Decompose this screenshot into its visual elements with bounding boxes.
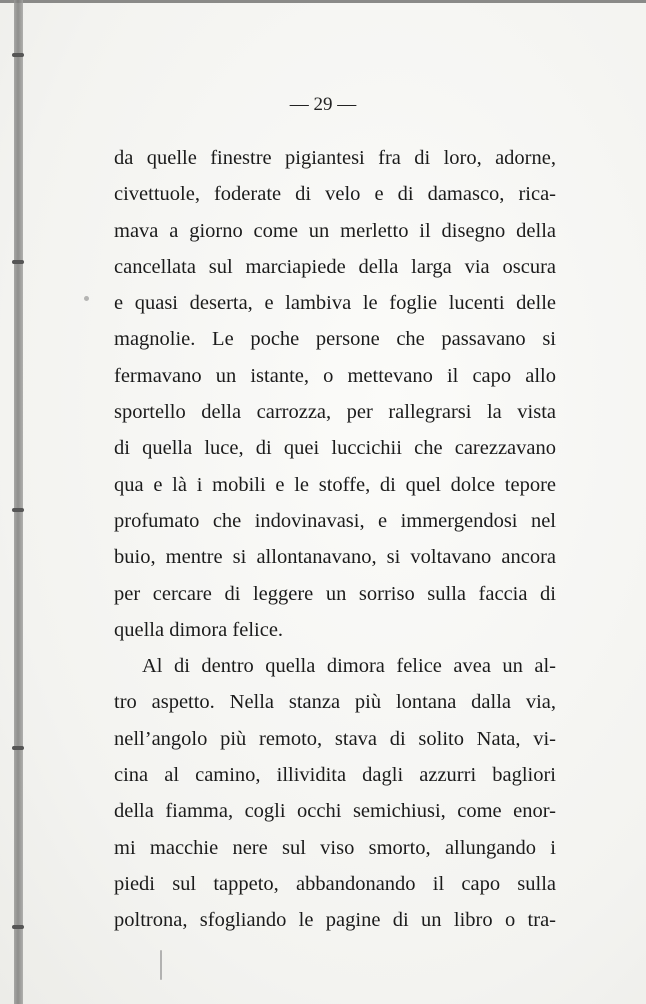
binding-stitch (12, 260, 24, 264)
text-line: della fiamma, cogli occhi semichiusi, come enor- (114, 800, 556, 823)
text-line: e quasi deserta, e lambiva le foglie lucenti delle (114, 292, 556, 315)
paragraph-start-line: Al di dentro quella dimora felice avea un al- (142, 655, 556, 678)
text-line: nell’angolo più remoto, stava di solito Nata, vi- (114, 727, 556, 750)
text-line: piedi sul tappeto, abbandonando il capo sulla (114, 872, 556, 895)
binding-stitch (12, 53, 24, 57)
text-line: sportello della carrozza, per rallegrarsi la vista (114, 401, 556, 424)
text-line: di quella luce, di quei luccichii che carezzavano (114, 437, 556, 460)
page-top-edge (0, 0, 646, 3)
paper-mark (160, 950, 162, 980)
binding-strip (14, 0, 23, 1004)
text-line: mava a giorno come un merletto il disegno della (114, 219, 556, 242)
text-line: tro aspetto. Nella stanza più lontana dalla via, (114, 691, 556, 714)
binding-stitch (12, 508, 24, 512)
text-line: cina al camino, illividita dagli azzurri bagliori (114, 764, 556, 787)
page-number: — 29 — (289, 94, 357, 115)
text-line: poltrona, sfogliando le pagine di un libro o tra- (114, 909, 556, 932)
text-line: profumato che indovinavasi, e immergendosi nel (114, 509, 556, 532)
text-line: buio, mentre si allontanavano, si voltavano ancora (114, 546, 556, 569)
text-line: fermavano un istante, o mettevano il capo allo (114, 364, 556, 387)
text-line: per cercare di leggere un sorriso sulla faccia di (114, 582, 556, 605)
text-line: cancellata sul marciapiede della larga via oscura (114, 255, 556, 278)
paragraph-end-line: quella dimora felice. (114, 618, 284, 641)
binding-stitch (12, 925, 24, 929)
paper-speck (84, 296, 89, 301)
text-line: qua e là i mobili e le stoffe, di quel dolce tepore (114, 473, 556, 496)
text-line: civettuole, foderate di velo e di damasco, rica- (114, 183, 556, 206)
text-line: mi macchie nere sul viso smorto, allungando i (114, 836, 556, 859)
text-line: magnolie. Le poche persone che passavano si (114, 328, 556, 351)
body-text (114, 140, 556, 939)
text-line: da quelle finestre pigiantesi fra di loro, adorne, (114, 147, 556, 169)
binding-stitch (12, 746, 24, 750)
